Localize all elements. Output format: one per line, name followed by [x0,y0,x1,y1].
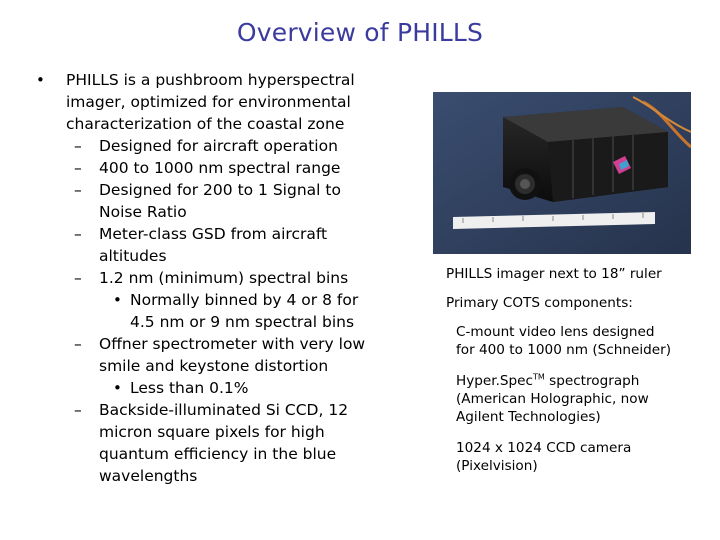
sub-item-snr-line-2: Noise Ratio [99,203,187,221]
sub-item-spectral-range: 400 to 1000 nm spectral range [99,159,341,177]
sub-item-gsd-line-2: altitudes [99,247,167,265]
bullet-marker: • [36,71,45,89]
dash-marker: – [74,401,82,419]
dash-marker: – [74,181,82,199]
spectrograph-name: Hyper.Spec [456,373,534,389]
phills-imager-photo [433,92,691,254]
sub-item-snr-line-1: Designed for 200 to 1 Signal to [99,181,341,199]
component-camera-line-1: 1024 x 1024 CCD camera [456,440,632,456]
sub-item-spectral-bins: 1.2 nm (minimum) spectral bins [99,269,349,287]
sub-item-ccd-line-2: micron square pixels for high [99,423,325,441]
component-lens-line-1: C-mount video lens designed [456,324,655,340]
main-bullet-line-1: PHILLS is a pushbroom hyperspectral [66,71,355,89]
component-spectrograph-line-1 [456,373,639,391]
dash-marker: – [74,159,82,177]
sub-item-aircraft: Designed for aircraft operation [99,137,338,155]
bullet-marker: • [113,379,122,397]
components-heading: Primary COTS components: [446,295,633,311]
sub-item-ccd-line-3: quantum efficiency in the blue [99,445,337,463]
bullet-marker: • [113,291,122,309]
sub-item-ccd-line-4: wavelengths [99,467,198,485]
sub-item-gsd-line-1: Meter-class GSD from aircraft [99,225,328,243]
dash-marker: – [74,269,82,287]
dash-marker: – [74,137,82,155]
sub-item-offner-line-2: smile and keystone distortion [99,357,329,375]
component-camera-line-2: (Pixelvision) [456,458,538,474]
main-bullet-line-2: imager, optimized for environmental [66,93,351,111]
main-bullet-line-3: characterization of the coastal zone [66,115,345,133]
sub-sub-item-binning-line-1: Normally binned by 4 or 8 for [130,291,359,309]
dash-marker: – [74,335,82,353]
trademark-mark: TM [533,372,545,382]
sub-item-offner-line-1: Offner spectrometer with very low [99,335,366,353]
component-spectrograph-line-3: Agilent Technologies) [456,409,601,425]
sub-sub-item-distortion: Less than 0.1% [130,379,249,397]
photo-caption: PHILLS imager next to 18” ruler [446,266,662,282]
dash-marker: – [74,225,82,243]
component-lens-line-2: for 400 to 1000 nm (Schneider) [456,342,672,358]
sub-sub-item-binning-line-2: 4.5 nm or 9 nm spectral bins [130,313,355,331]
imager-illustration [433,92,691,254]
spectrograph-suffix: spectrograph [544,373,640,389]
component-spectrograph-line-2: (American Holographic, now [456,391,649,407]
sub-item-ccd-line-1: Backside-illuminated Si CCD, 12 [99,401,349,419]
slide-title: Overview of PHILLS [236,18,484,47]
